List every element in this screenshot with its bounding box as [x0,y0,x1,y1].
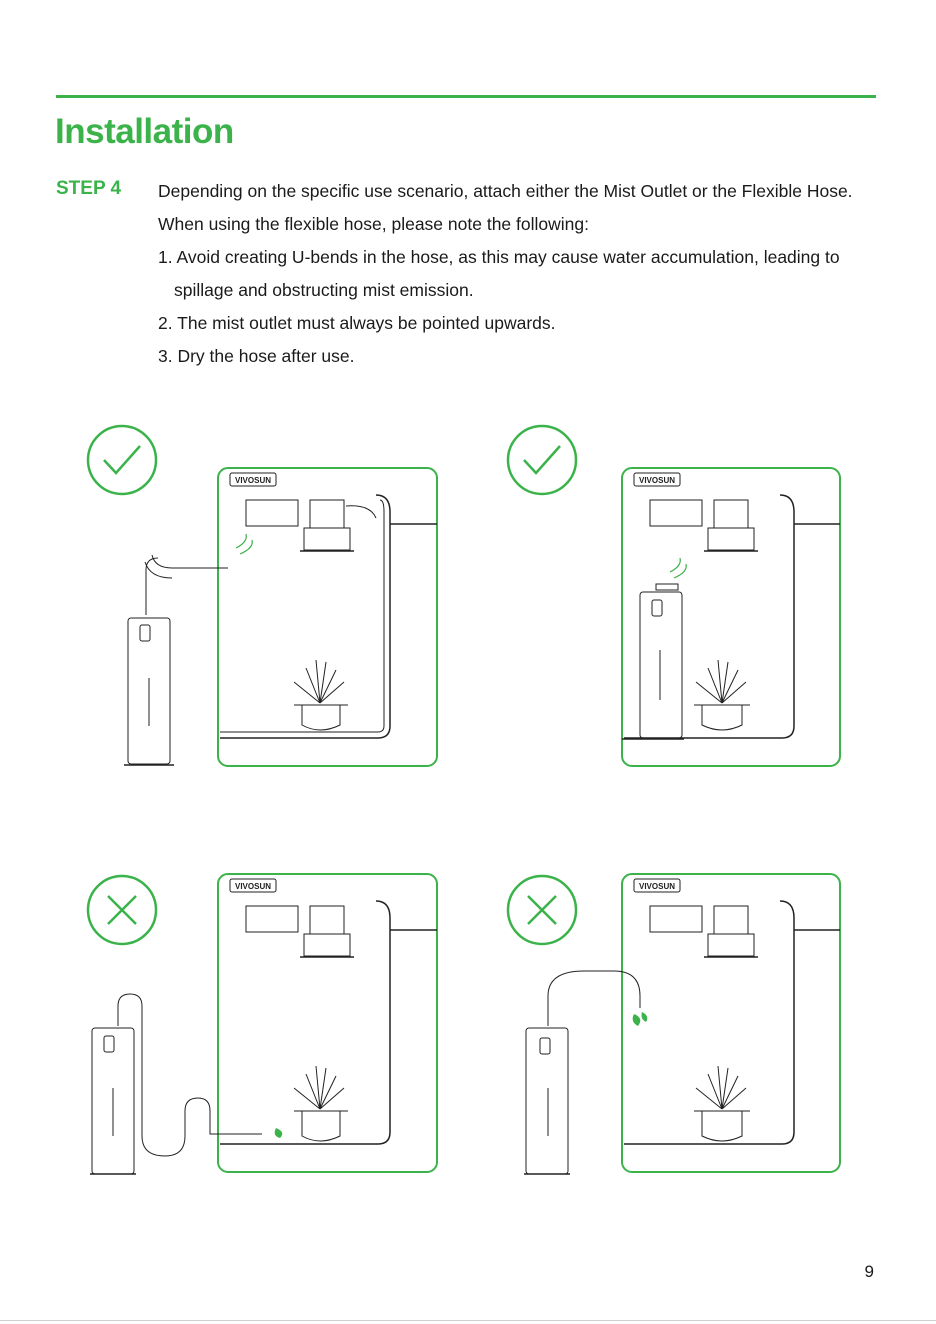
svg-text:VIVOSUN: VIVOSUN [234,476,272,485]
page-bottom-rule [0,1320,936,1321]
illustration-incorrect-u-bend [80,866,450,1186]
plant-pot [694,660,750,730]
plant-pot [294,660,348,730]
svg-text:VIVOSUN: VIVOSUN [638,882,676,891]
page-title: Installation [55,112,234,151]
svg-text:VIVOSUN: VIVOSUN [638,476,676,485]
humidifier [90,994,262,1174]
x-circle-icon [508,876,576,944]
tent-frame [218,874,437,1172]
water-drop-icon [633,1012,648,1026]
inline-fan [246,500,376,551]
step-item-3: 3. Dry the hose after use. [158,346,355,366]
plant-pot [294,1066,348,1141]
step-text [158,175,878,373]
illustration-incorrect-downward [484,866,854,1186]
brand-label [634,473,680,486]
tent-frame [622,468,840,766]
svg-text:VIVOSUN: VIVOSUN [234,882,272,891]
water-drop-icon [275,1128,283,1138]
page-number: 9 [864,1262,874,1281]
humidifier [622,584,684,739]
tent-frame [622,874,840,1172]
step-note: When using the flexible hose, please note the following: [158,214,589,234]
mist-icon [236,534,252,554]
check-circle-icon [88,426,156,494]
mist-icon [670,558,686,578]
x-circle-icon [88,876,156,944]
brand-label [230,879,276,892]
step-item-1: 1. Avoid creating U-bends in the hose, as this may cause water accumulation, leading to spillage and obstructing mist emission. [158,247,840,300]
tent-frame [218,468,437,766]
step-label: STEP 4 [56,178,122,199]
plant-pot [694,1066,750,1141]
header-rule [56,95,876,98]
illustration-correct-mist-outlet [484,420,854,775]
humidifier [124,555,228,765]
brand-label [634,879,680,892]
brand-label [230,473,276,486]
illustration-correct-hose [80,420,450,775]
check-circle-icon [508,426,576,494]
step-intro: Depending on the specific use scenario, attach either the Mist Outlet or the Flexible Hose. [158,181,853,201]
step-item-2: 2. The mist outlet must always be pointed upwards. [158,313,556,333]
